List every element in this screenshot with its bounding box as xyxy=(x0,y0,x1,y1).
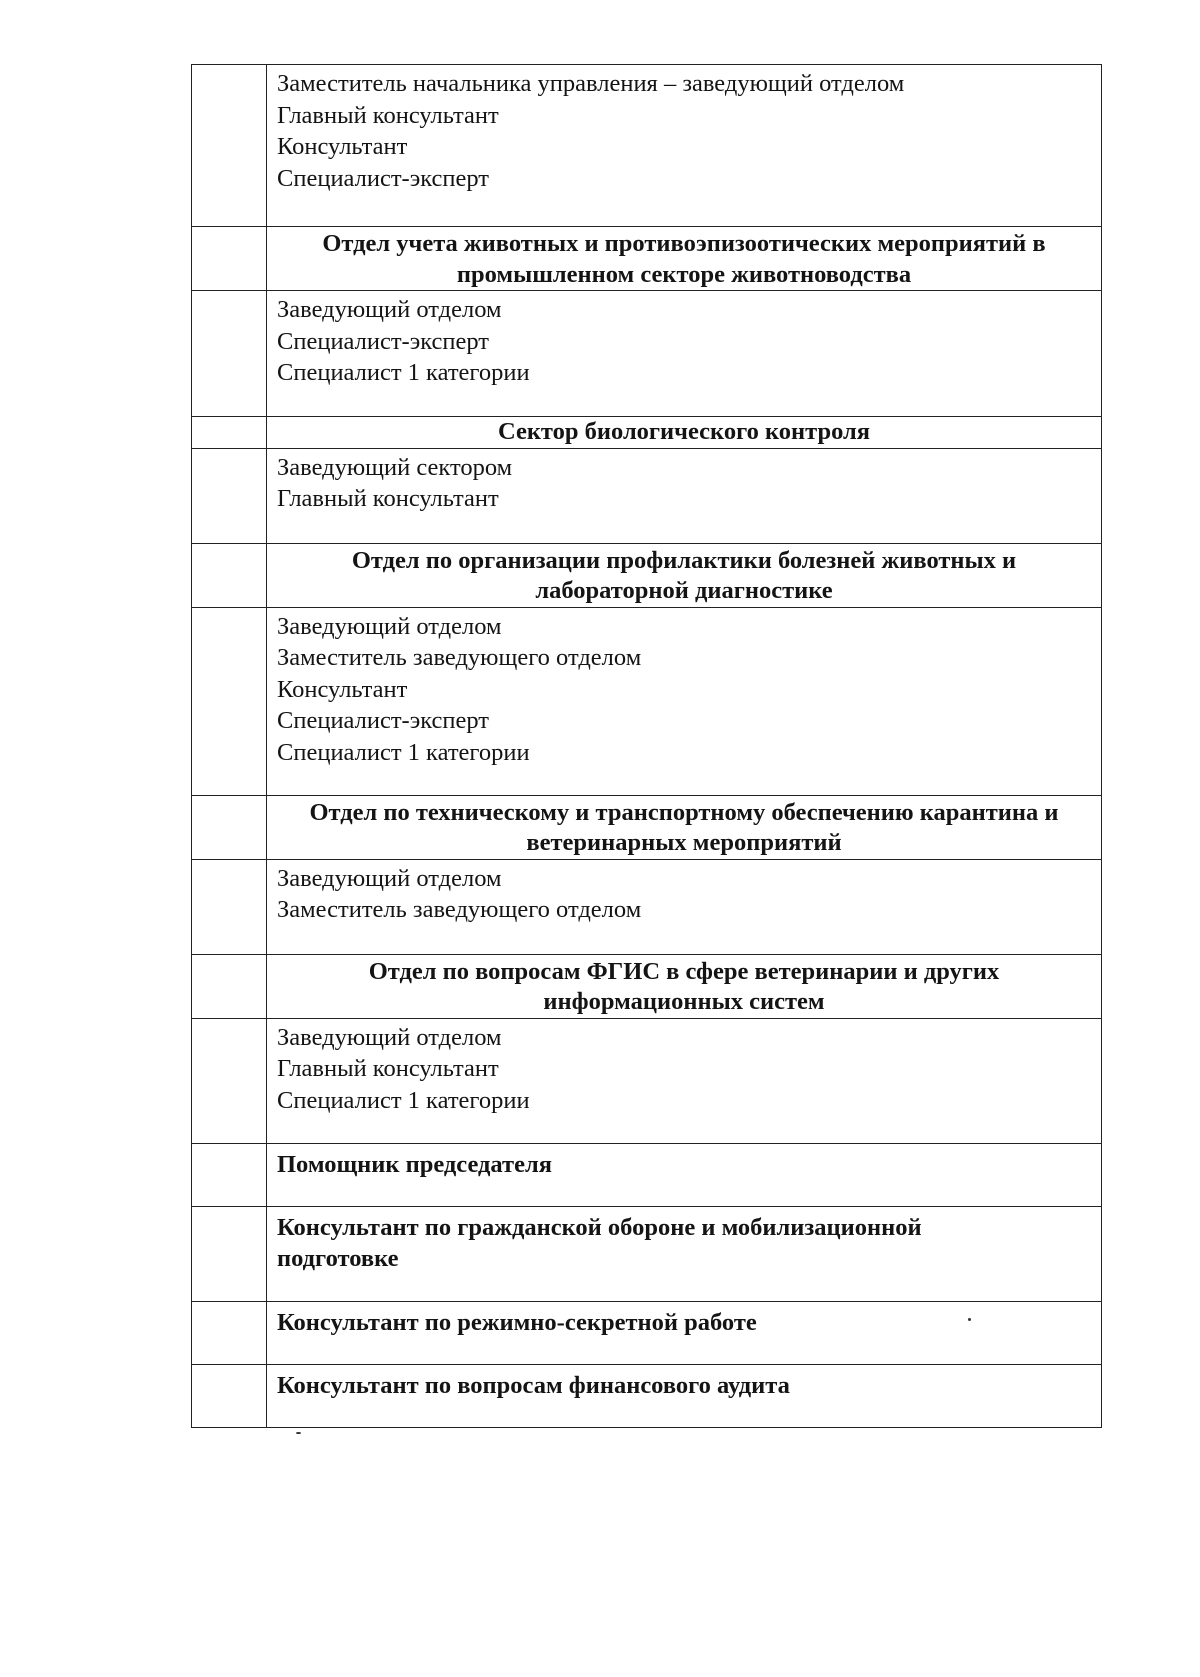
number-cell xyxy=(192,859,267,954)
position-item: Заведующий отделом xyxy=(277,1023,502,1051)
staff-structure-table xyxy=(191,64,1102,1428)
scan-speck xyxy=(296,1432,301,1434)
positions-cell xyxy=(267,65,1102,227)
table-row xyxy=(192,1018,1102,1143)
table-row xyxy=(192,859,1102,954)
number-cell xyxy=(192,543,267,607)
position-title: Консультант по режимно-секретной работе xyxy=(277,1308,757,1336)
table-row xyxy=(192,1206,1102,1301)
position-item: Заместитель заведующего отделом xyxy=(277,644,642,671)
position-title: Помощник председателя xyxy=(277,1150,552,1178)
number-cell xyxy=(192,1206,267,1301)
position-item: Специалист 1 категории xyxy=(277,1086,530,1114)
number-cell xyxy=(192,227,267,291)
department-heading-cell xyxy=(267,227,1102,291)
position-item: Главный консультант xyxy=(277,485,499,512)
position-item: Консультант xyxy=(277,133,408,160)
number-cell xyxy=(192,291,267,417)
positions-cell xyxy=(267,859,1102,954)
position-item: Консультант xyxy=(277,675,408,703)
department-heading-cell xyxy=(267,954,1102,1018)
table-row xyxy=(192,1364,1102,1427)
position-title-cell xyxy=(267,1143,1102,1206)
position-item: Заведующий сектором xyxy=(277,453,513,481)
position-item: Заведующий отделом xyxy=(277,612,502,640)
number-cell xyxy=(192,607,267,795)
table-row xyxy=(192,1143,1102,1206)
table-row xyxy=(192,795,1102,859)
number-cell xyxy=(192,1364,267,1427)
table-row xyxy=(192,227,1102,291)
number-cell xyxy=(192,65,267,227)
position-title-cell xyxy=(267,1206,1102,1301)
position-title-cell xyxy=(267,1301,1102,1364)
department-heading-cell xyxy=(267,417,1102,449)
department-heading: Отдел учета животных и противоэпизоотических мероприятий в промышленном секторе животноводства xyxy=(322,230,1046,288)
table-row xyxy=(192,291,1102,417)
positions-cell xyxy=(267,607,1102,795)
position-title-cell xyxy=(267,1364,1102,1427)
number-cell xyxy=(192,1143,267,1206)
positions-cell xyxy=(267,448,1102,543)
position-title: Консультант по гражданской обороне и мобилизационной подготовке xyxy=(277,1213,922,1272)
scan-speck xyxy=(968,1318,971,1321)
department-heading: Отдел по техническому и транспортному обеспечению карантина и ветеринарных мероприятий xyxy=(309,798,1059,856)
position-item: Заместитель начальника управления – заведующий отделом xyxy=(277,70,905,97)
number-cell xyxy=(192,1018,267,1143)
position-item: Главный консультант xyxy=(277,1055,499,1082)
position-item: Специалист-эксперт xyxy=(277,327,490,355)
position-item: Специалист-эксперт xyxy=(277,707,490,734)
table-row xyxy=(192,543,1102,607)
number-cell xyxy=(192,1301,267,1364)
position-item: Главный консультант xyxy=(277,101,499,129)
position-item: Заведующий отделом xyxy=(277,864,502,892)
table-row xyxy=(192,417,1102,449)
position-item: Заместитель заведующего отделом xyxy=(277,896,642,923)
table-row xyxy=(192,1301,1102,1364)
positions-cell xyxy=(267,1018,1102,1143)
table-row xyxy=(192,607,1102,795)
sector-heading: Сектор биологического контроля xyxy=(497,418,871,445)
number-cell xyxy=(192,795,267,859)
positions-cell xyxy=(267,291,1102,417)
position-item: Специалист-эксперт xyxy=(277,164,490,192)
number-cell xyxy=(192,448,267,543)
table-row xyxy=(192,65,1102,227)
table-row xyxy=(192,954,1102,1018)
table-row xyxy=(192,448,1102,543)
department-heading: Отдел по вопросам ФГИС в сфере ветеринарии и других информационных систем xyxy=(368,957,1000,1015)
number-cell xyxy=(192,954,267,1018)
position-item: Специалист 1 категории xyxy=(277,738,530,766)
position-title: Консультант по вопросам финансового аудита xyxy=(277,1371,790,1399)
department-heading: Отдел по организации профилактики болезней животных и лабораторной диагностике xyxy=(351,546,1017,604)
number-cell xyxy=(192,417,267,449)
department-heading-cell xyxy=(267,543,1102,607)
department-heading-cell xyxy=(267,795,1102,859)
position-item: Заведующий отделом xyxy=(277,296,502,323)
position-item: Специалист 1 категории xyxy=(277,359,530,386)
